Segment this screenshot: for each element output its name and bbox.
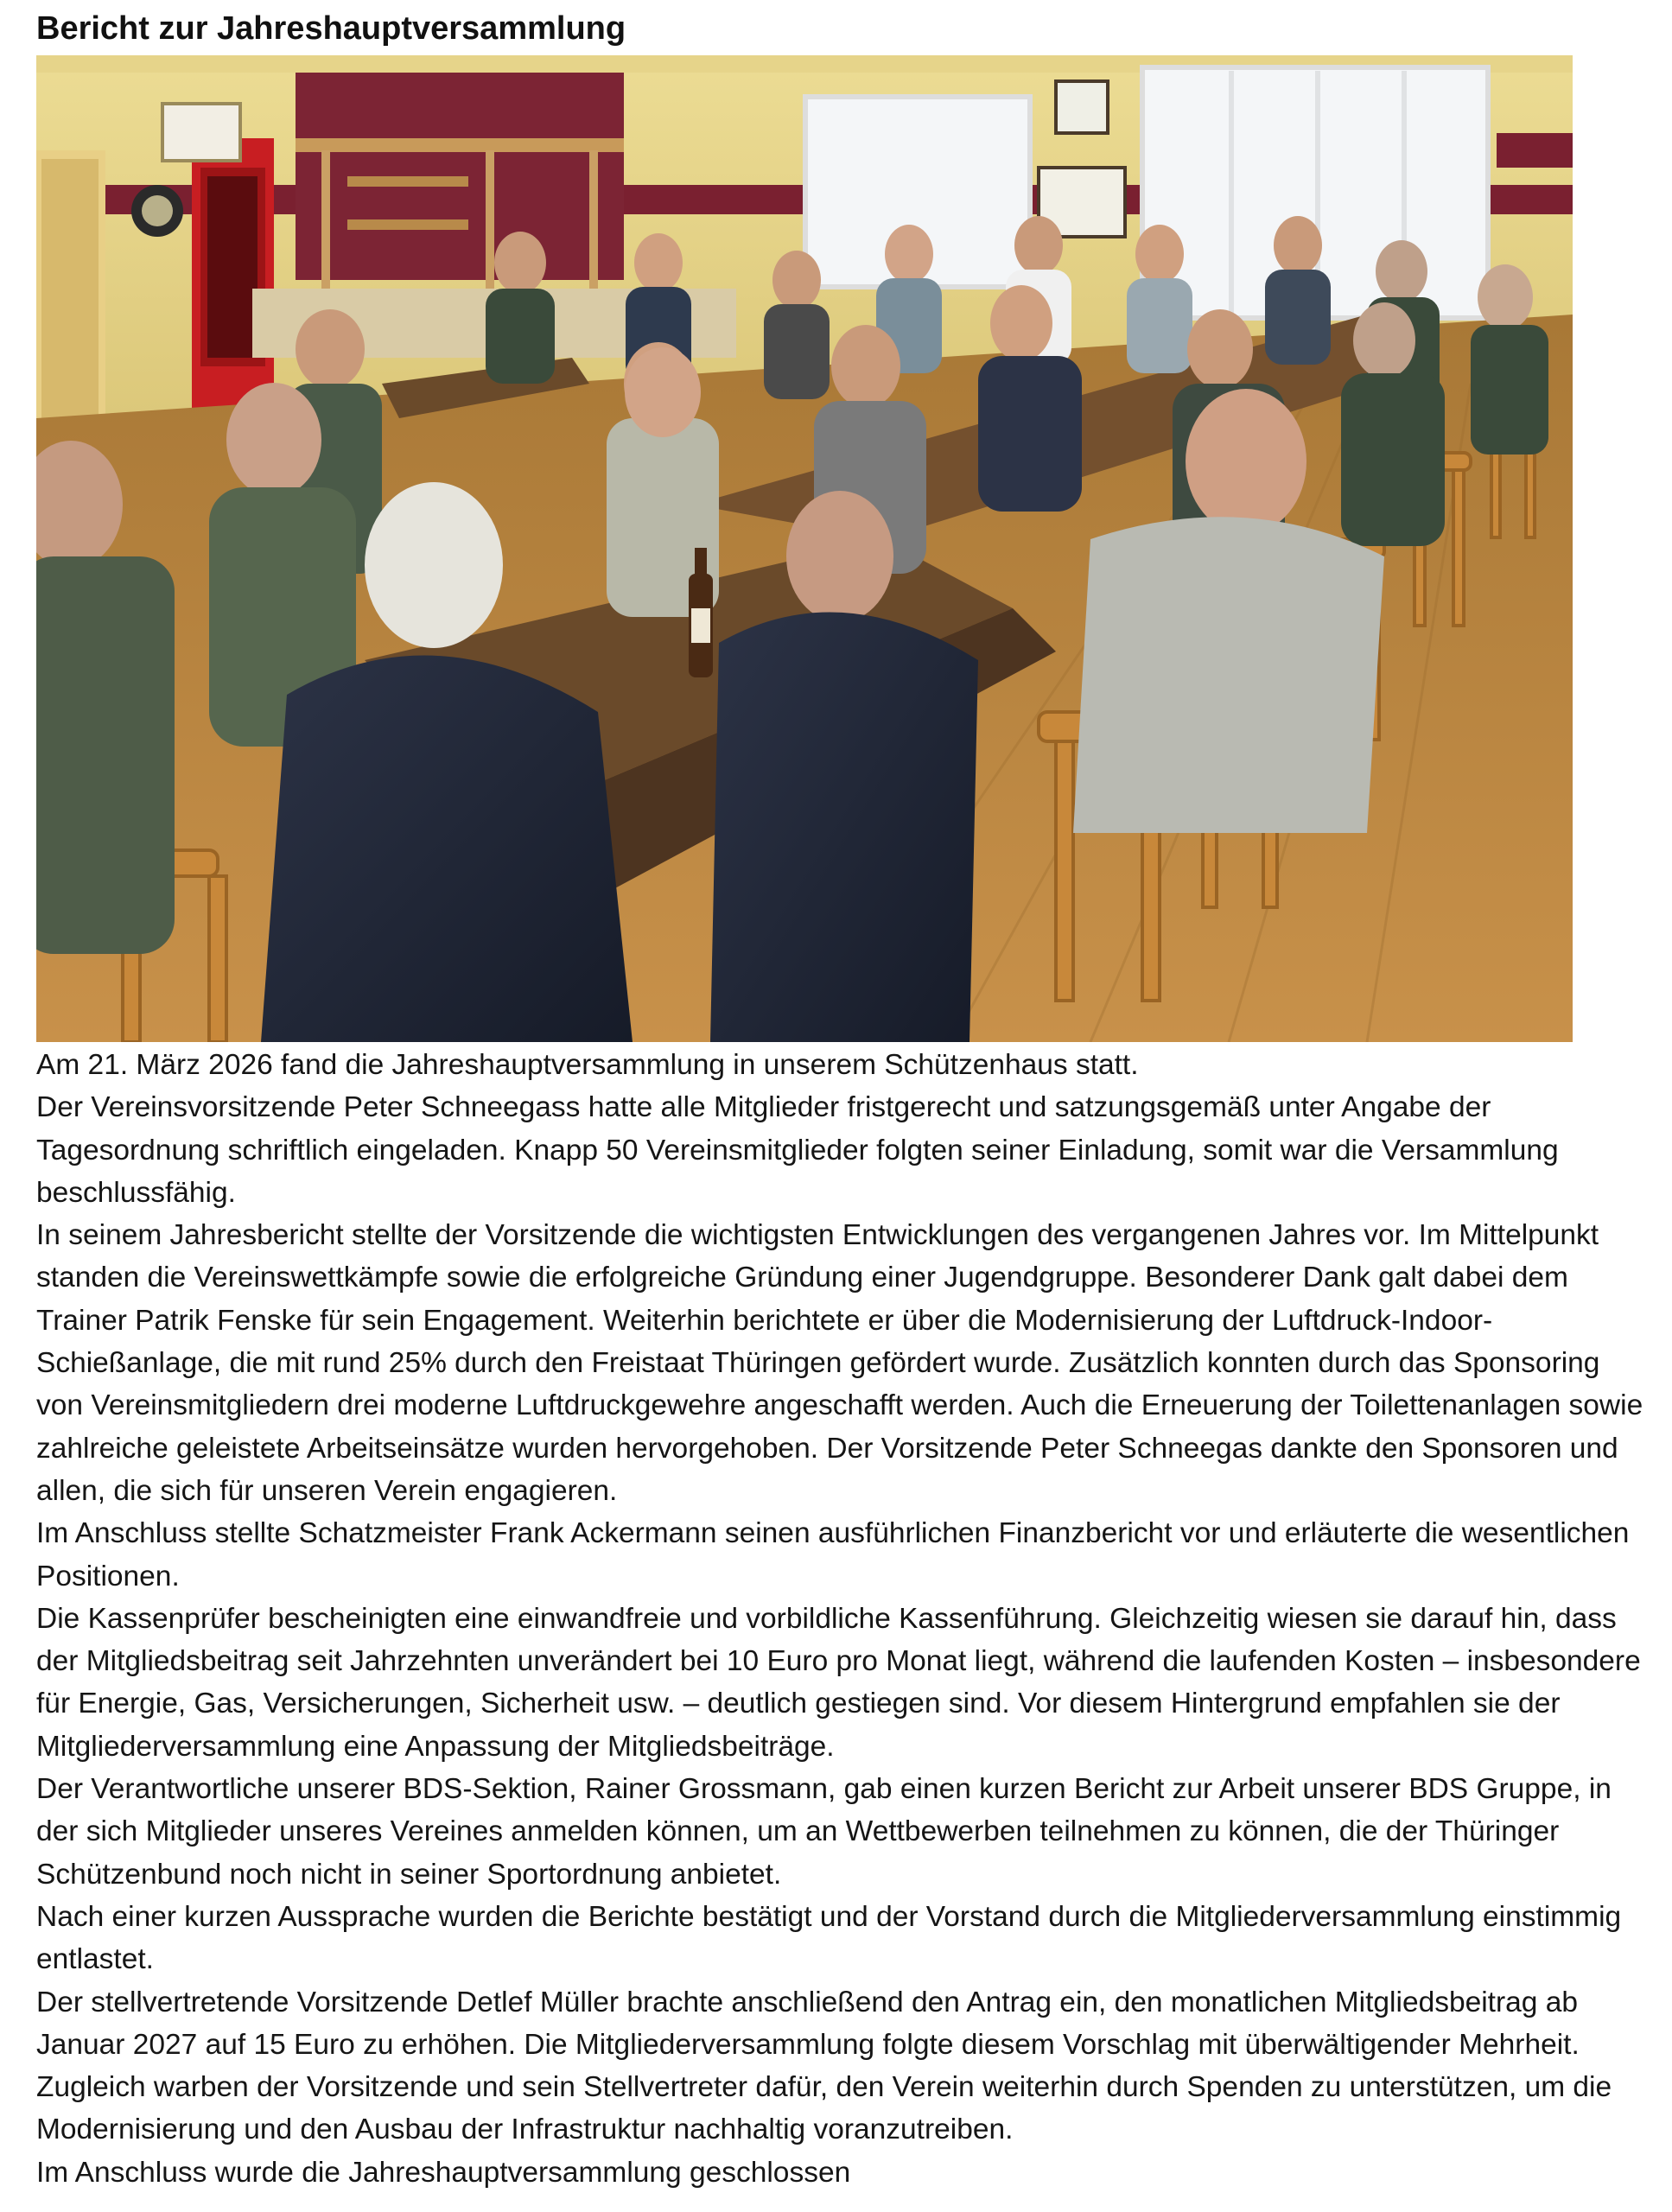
meeting-photo	[36, 55, 1573, 1042]
paragraph: Die Kassenprüfer bescheinigten eine einwandfreie und vorbildliche Kassenführung. Gleichzeitig wiesen sie darauf hin, dass der Mitgliedsbeitrag seit Jahrzehnten unverändert bei 10 Euro pro Monat liegt, während die laufenden Kosten – insbesondere für Energie, Gas, Versicherungen, Sicherheit usw. – deutlich gestiegen sind. Vor diesem Hintergrund empfahlen sie der Mitgliederversammlung eine Anpassung der Mitgliedsbeiträge.	[36, 1602, 1641, 1763]
paragraph: Am 21. März 2026 fand die Jahreshauptversammlung in unserem Schützenhaus statt.	[36, 1049, 1139, 1081]
paragraph: Der Vereinsvorsitzende Peter Schneegass hatte alle Mitglieder fristgerecht und satzungsgemäß unter Angabe der Tagesordnung schriftlich eingeladen. Knapp 50 Vereinsmitglieder folgten seiner Einladung, somit war die Versammlung beschlussfähig.	[36, 1091, 1559, 1209]
page-title: Bericht zur Jahreshauptversammlung	[36, 10, 626, 47]
paragraph: Der Verantwortliche unserer BDS-Sektion, Rainer Grossmann, gab einen kurzen Bericht zur Arbeit unserer BDS Gruppe, in der sich Mitglieder unseres Vereines anmelden können, um an Wettbewerben teilnehmen zu können, die der Thüringer Schützenbund noch nicht in seiner Sportordnung anbietet.	[36, 1773, 1612, 1891]
paragraph: Im Anschluss stellte Schatzmeister Frank Ackermann seinen ausführlichen Finanzbericht vor und erläuterte die wesentlichen Positionen.	[36, 1517, 1630, 1592]
article-body	[36, 1044, 1643, 2194]
paragraph: Im Anschluss wurde die Jahreshauptversammlung geschlossen	[36, 2156, 851, 2189]
paragraph: In seinem Jahresbericht stellte der Vorsitzende die wichtigsten Entwicklungen des vergangenen Jahres vor. Im Mittelpunkt standen die Vereinswettkämpfe sowie die erfolgreiche Gründung einer Jugendgruppe. Besonderer Dank galt dabei dem Trainer Patrik Fenske für sein Engagement. Weiterhin berichtete er über die Modernisierung der Luftdruck-Indoor-Schießanlage, die mit rund 25% durch den Freistaat Thüringen gefördert wurde. Zusätzlich konnten durch das Sponsoring von Vereinsmitgliedern drei moderne Luftdruckgewehre angeschafft werden. Auch die Erneuerung der Toilettenanlagen sowie zahlreiche geleistete Arbeitseinsätze wurden hervorgehoben. Der Vorsitzende Peter Schneegas dankte den Sponsoren und allen, die sich für unseren Verein engagieren.	[36, 1219, 1643, 1507]
paragraph: Nach einer kurzen Aussprache wurden die Berichte bestätigt und der Vorstand durch die Mitgliederversammlung einstimmig entlastet.	[36, 1900, 1622, 1976]
paragraph: Der stellvertretende Vorsitzende Detlef Müller brachte anschließend den Antrag ein, den monatlichen Mitgliedsbeitrag ab Januar 2027 auf 15 Euro zu erhöhen. Die Mitgliederversammlung folgte diesem Vorschlag mit überwältigender Mehrheit. Zugleich warben der Vorsitzende und sein Stellvertreter dafür, den Verein weiterhin durch Spenden zu unterstützen, um die Modernisierung und den Ausbau der Infrastruktur nachhaltig voranzutreiben.	[36, 1986, 1612, 2146]
